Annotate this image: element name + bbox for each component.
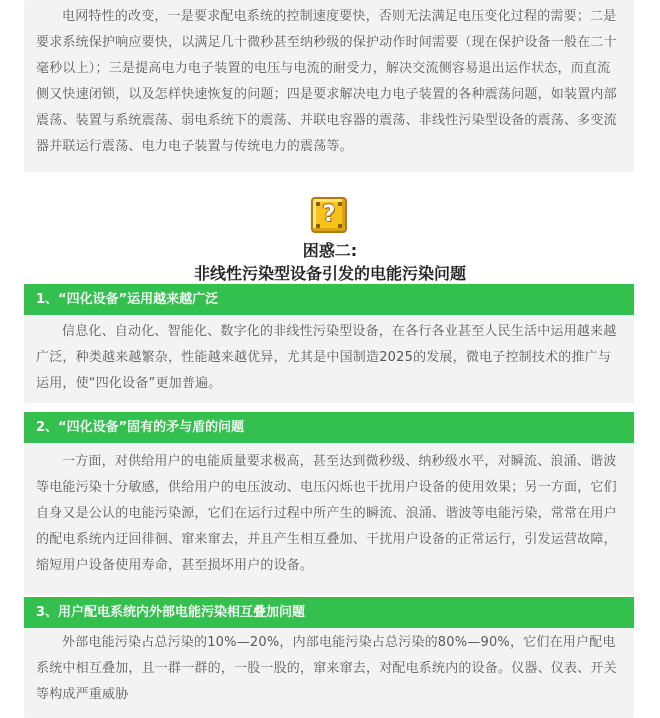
section-3-paragraph: 外部电能污染占总污染的10%—20%，内部电能污染占总污染的80%—90%，它们在用户配电系统中相互叠加，且一群一群的，一股一股的，窜来窜去，对配电系统内的设备。仪器、仪表、开关等构成严重威胁 — [36, 635, 617, 702]
intro-paragraph: 电网特性的改变，一是要求配电系统的控制速度要快，否则无法满足电压变化过程的需要；二是要求系统保护响应要快，以满足几十微秒甚至纳秒级的保护动作时间需要（现在保护设备一般在二十毫秒以上）；三是提高电力电子装置的电压与电流的耐受力，解决交流侧容易退出运作状态，而直流侧又快速闭锁，以及怎样快速恢复的问题；四是要求解决电力电子装置的各种震荡问题，如装置内部震荡、装置与系统震荡、弱电系统下的震荡、并联电容器的震荡、非线性污染型设备的震荡、多变流器并联运行震荡、电力电子装置与传统电力的震荡等。 — [36, 9, 617, 154]
section-2-title-bar: 2、“四化设备”固有的矛与盾的问题 — [24, 412, 634, 443]
intro-paragraph-card — [24, 0, 634, 172]
question-block-icon — [311, 197, 347, 233]
section-1-card — [24, 315, 634, 403]
section-2-card — [24, 443, 634, 595]
confusion-heading: 困惑二: — [302, 241, 358, 260]
section-2-paragraph: 一方面，对供给用户的电能质量要求极高，甚至达到微秒级、纳秒级水平，对瞬流、浪涌、谐波等电能污染十分敏感，供给用户的电压波动、电压闪烁也干扰用户设备的使用效果；另一方面，它们自身又是公认的电能污染源，它们在运行过程中所产生的瞬流、浪涌、谐波等电能污染，常常在用户的配电系统内迂回徘徊、窜来窜去，并且产生相互叠加、干扰用户设备的正常运行，引发运营故障，缩短用户设备使用寿命，甚至损坏用户的设备。 — [36, 454, 617, 573]
section-1-paragraph: 信息化、自动化、智能化、数字化的非线性污染型设备，在各行各业甚至人民生活中运用越来越广泛，种类越来越繁杂，性能越来越优异，尤其是中国制造2025的发展，微电子控制技术的推广与运用，使“四化设备”更加普遍。 — [36, 324, 617, 391]
section-3-title-bar: 3、用户配电系统内外部电能污染相互叠加问题 — [24, 597, 634, 628]
question-mark: ? — [322, 202, 336, 227]
section-1-title-bar: 1、“四化设备”运用越来越广泛 — [24, 284, 634, 315]
section-3-card — [24, 628, 634, 718]
confusion-subheading: 非线性污染型设备引发的电能污染问题 — [193, 264, 466, 283]
